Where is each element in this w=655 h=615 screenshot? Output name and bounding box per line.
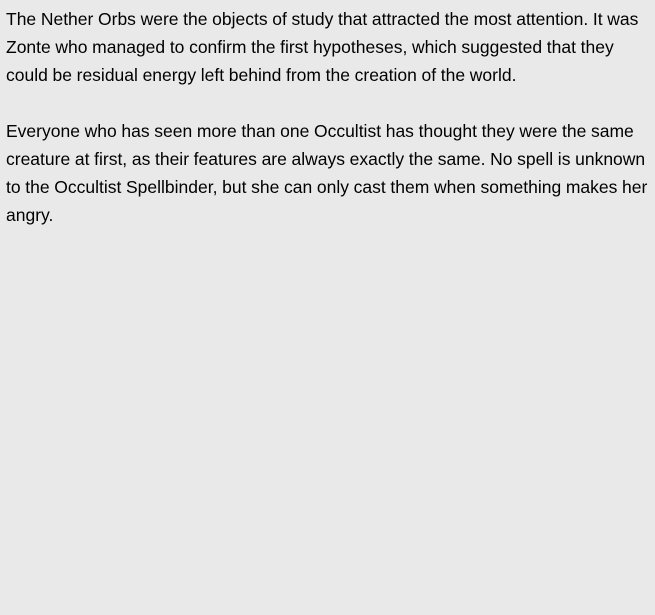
lore-paragraph-occultist: Everyone who has seen more than one Occultist has thought they were the same creature at first, as their features are always exactly the same. No spell is unknown to the Occultist Spellbinder, but she can only cast them when something makes her angry. — [6, 121, 648, 225]
lore-text-panel — [6, 5, 651, 257]
lore-paragraph-nether-orbs: The Nether Orbs were the objects of study that attracted the most attention. It was Zonte who managed to confirm the first hypotheses, which suggested that they could be residual energy left behind from the creation of the world. — [6, 9, 639, 85]
